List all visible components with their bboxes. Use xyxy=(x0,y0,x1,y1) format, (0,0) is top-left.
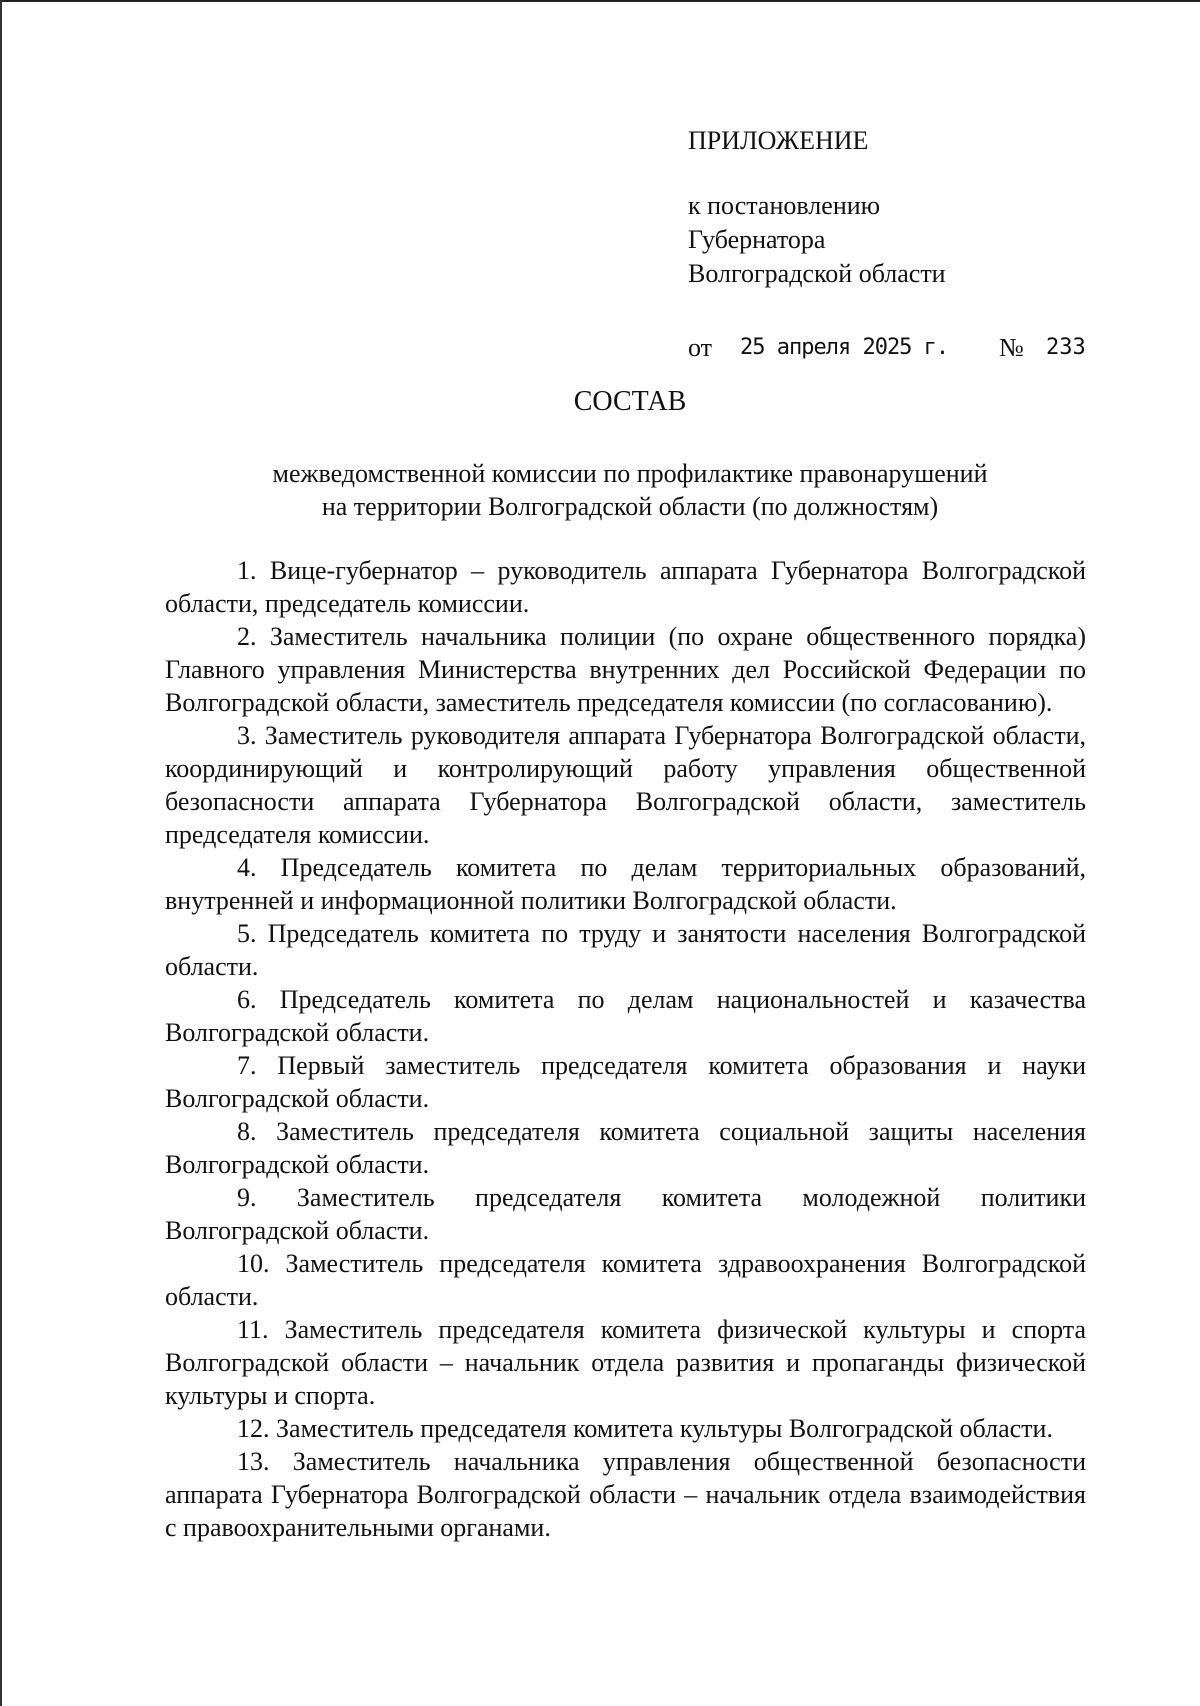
decree-from-label: от xyxy=(688,333,713,362)
member-item: 3. Заместитель руководителя аппарата Губернатора Волгоградской области, координирующий и контролирующий работу управления общественной безопасности аппарата Губернатора Волгоградской области, заместитель председателя комиссии. xyxy=(165,721,1086,849)
member-item: 8. Заместитель председателя комитета социальной защиты населения Волгоградской области. xyxy=(165,1117,1086,1179)
appendix-to-line: Губернатора xyxy=(688,225,826,254)
decree-number: 233 xyxy=(1046,335,1086,360)
member-item: 12. Заместитель председателя комитета культуры Волгоградской области. xyxy=(237,1414,1053,1443)
member-item: 13. Заместитель начальника управления общественной безопасности аппарата Губернатора Волгоградской области – начальник отдела взаимодействия с правоохранительными органами. xyxy=(165,1447,1086,1542)
member-item: 9. Заместитель председателя комитета молодежной политики Волгоградской области. xyxy=(165,1183,1086,1245)
member-item: 11. Заместитель председателя комитета физической культуры и спорта Волгоградской области – начальник отдела развития и пропаганды физической культуры и спорта. xyxy=(165,1315,1086,1410)
appendix-block xyxy=(688,124,1108,365)
appendix-title: ПРИЛОЖЕНИЕ xyxy=(688,126,869,155)
decree-line xyxy=(688,331,1108,365)
appendix-to-line: Волгоградской области xyxy=(688,259,946,288)
decree-date: 25 апреля 2025 г. xyxy=(740,335,949,360)
member-item: 10. Заместитель председателя комитета здравоохранения Волгоградской области. xyxy=(165,1249,1086,1311)
subheading-line: на территории Волгоградской области (по должностям) xyxy=(321,492,939,521)
member-item: 2. Заместитель начальника полиции (по охране общественного порядка) Главного управления Министерства внутренних дел Российской Федерации по Волгоградской области, заместитель председателя комиссии (по согласованию). xyxy=(165,622,1086,717)
member-item: 7. Первый заместитель председателя комитета образования и науки Волгоградской области. xyxy=(165,1051,1086,1113)
scan-edge-top xyxy=(0,0,1200,2)
appendix-to xyxy=(688,189,1108,291)
subheading-line: межведомственной комиссии по профилактике правонарушений xyxy=(272,459,988,488)
scan-edge-left xyxy=(0,0,2,1706)
member-item: 4. Председатель комитета по делам территориальных образований, внутренней и информационной политики Волгоградской области. xyxy=(165,853,1086,915)
member-item: 5. Председатель комитета по труду и занятости населения Волгоградской области. xyxy=(165,919,1086,981)
member-item: 1. Вице-губернатор – руководитель аппарата Губернатора Волгоградской области, председатель комиссии. xyxy=(165,556,1086,618)
decree-number-label: № xyxy=(999,333,1024,362)
document-subheading xyxy=(160,457,1100,523)
document-heading: СОСТАВ xyxy=(573,386,687,417)
members-list xyxy=(165,554,1086,1544)
member-item: 6. Председатель комитета по делам национальностей и казачества Волгоградской области. xyxy=(165,985,1086,1047)
appendix-to-line: к постановлению xyxy=(688,191,881,220)
